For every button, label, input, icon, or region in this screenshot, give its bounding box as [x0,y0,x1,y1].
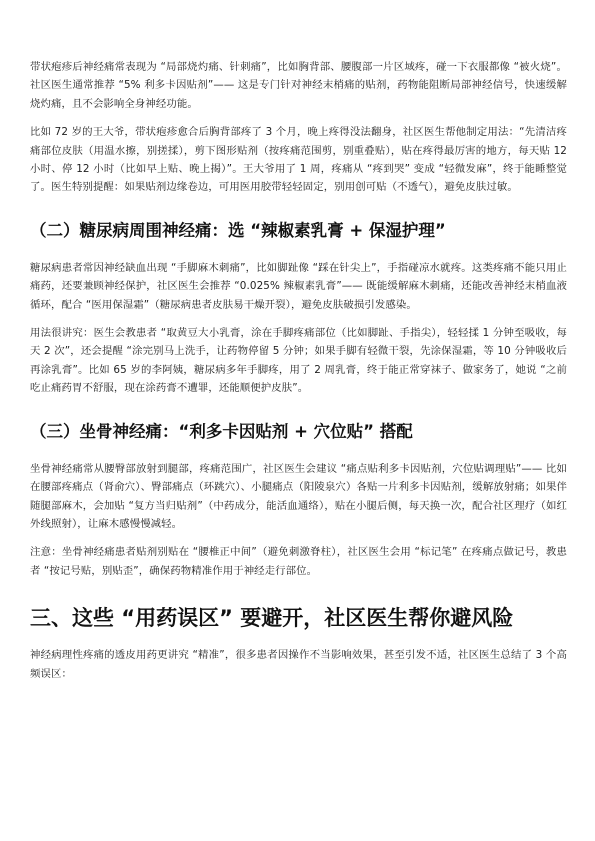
document-page [30,58,567,693]
paragraph-misconceptions-intro: 神经病理性疼痛的透皮用药更讲究 “精准”，很多患者因操作不当影响效果，甚至引发不适，社区医生总结了 3 个高频误区： [30,649,567,680]
paragraph-diabetic-usage: 用法很讲究：医生会教患者 “取黄豆大小乳膏，涂在手脚疼痛部位（比如脚趾、手指尖），轻轻揉 1 分钟至吸收，每天 2 次”，还会提醒 “涂完别马上洗手，让药物停留 5 分钟；如果手脚有轻微干裂，先涂保湿霜，等 10 分钟吸收后再涂乳膏”。比如 65 岁的李阿姨，糖尿病多年手脚疼，用了 2 周乳膏，终于能正常穿袜子、做家务了，她说 “之前吃止痛药胃不舒服，现在涂药膏不遭罪，还能顺便护皮肤”。 [30,327,567,395]
heading-sciatica: （三）坐骨神经痛：“利多卡因贴剂 + 穴位贴” 搭配 [30,421,413,441]
paragraph-sciatica-note: 注意：坐骨神经痛患者贴剂别贴在 “腰椎正中间”（避免刺激脊柱），社区医生会用 “标记笔” 在疼痛点做记号，教患者 “按记号贴，别贴歪”，确保药物精准作用于神经走行部位。 [30,546,567,577]
paragraph-postherpetic-example: 比如 72 岁的王大爷，带状疱疹愈合后胸背部疼了 3 个月，晚上疼得没法翻身，社区医生帮他制定用法：“先清洁疼痛部位皮肤（用温水擦，别搓揉），剪下图形贴剂（按疼痛范围剪，别重叠贴），贴在疼得最厉害的地方，每天贴 12 小时、停 12 小时（比如早上贴、晚上揭）”。王大爷用了 1 周，疼痛从 “疼到哭” 变成 “轻微发麻”，终于能睡整觉了。医生特别提醒：如果贴剂边缘卷边，可用医用胶带轻轻固定，别用创可贴（不透气），避免皮肤过敏。 [30,126,567,194]
heading-diabetic-neuropathy: （二）糖尿病周围神经痛：选 “辣椒素乳膏 + 保湿护理” [30,220,446,240]
paragraph-sciatica-intro: 坐骨神经痛常从腰臀部放射到腿部，疼痛范围广，社区医生会建议 “痛点贴利多卡因贴剂，穴位贴调理贴”—— 比如在腰部疼痛点（肾俞穴）、臀部痛点（环跳穴）、小腿痛点（阳陵泉穴）各贴一片利多卡因贴剂，缓解放射痛；如果伴随腿部麻木，会加贴 “复方当归贴剂”（中药成分，能活血通络），贴在小腿后侧，每天换一次，配合社区理疗（如红外线照射），让麻木感慢慢减轻。 [30,462,567,530]
paragraph-postherpetic-intro: 带状疱疹后神经痛常表现为 “局部烧灼痛、针刺痛”，比如胸背部、腰腹部一片区域疼，碰一下衣服都像 “被火烧”。社区医生通常推荐 “5% 利多卡因贴剂”—— 这是专门针对神经末梢痛的贴剂，药物能阻断局部神经信号，快速缓解烧灼痛，且不会影响全身神经功能。 [30,61,567,110]
paragraph-diabetic-intro: 糖尿病患者常因神经缺血出现 “手脚麻木刺痛”，比如脚趾像 “踩在针尖上”，手指碰凉水就疼。这类疼痛不能只用止痛药，还要兼顾神经保护，社区医生会推荐 “0.025% 辣椒素乳膏”—— 既能缓解麻木刺痛，还能改善神经末梢血液循环，配合 “医用保湿霜”（糖尿病患者皮肤易干燥开裂），避免皮肤破损引发感染。 [30,261,567,311]
heading-section-three: 三、这些 “用药误区” 要避开，社区医生帮你避风险 [30,606,514,631]
